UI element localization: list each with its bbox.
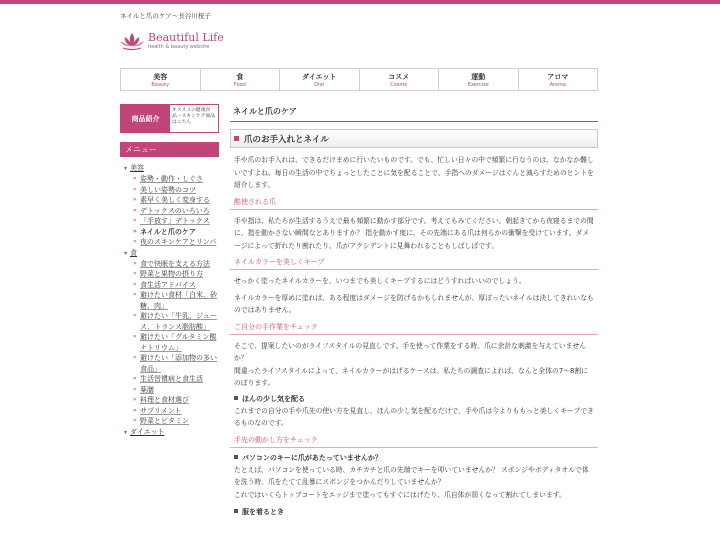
heading-finger-movement: 手先の動かし方をチェック — [230, 435, 598, 448]
menu-item-label: 避けたい食材「白米、砂糖、肉」 — [140, 291, 217, 310]
top-accent-bar — [0, 0, 720, 4]
nav-sublabel: Exercise — [467, 82, 489, 88]
arrow-icon: » — [133, 175, 137, 182]
arrow-icon: » — [133, 333, 137, 340]
heading-damage: 酷使される爪 — [230, 197, 598, 210]
subheading-pc — [230, 453, 598, 464]
arrow-icon: » — [133, 185, 137, 193]
global-nav — [120, 68, 598, 91]
heading-nail-color: ネイルカラーを美しくキープ — [230, 257, 598, 270]
menu-item-label: 生活習慣病と食生活 — [140, 375, 203, 383]
lotus-logo-icon — [119, 31, 145, 51]
paragraph-care: これまでの自分の手や爪先の使い方を見直し、ほんの少し気を配るだけで、手や爪は今よりももっと美しくキープできるものなのです。 — [234, 406, 594, 427]
menu-category-food[interactable] — [124, 248, 219, 259]
arrow-icon: » — [133, 238, 137, 245]
main-content — [230, 104, 598, 518]
menu-item[interactable] — [133, 332, 219, 353]
menu-item[interactable] — [133, 174, 219, 185]
nav-sublabel: Beauty — [151, 82, 170, 88]
menu-category-beauty[interactable] — [124, 163, 219, 174]
logo-title: Beautiful Life — [148, 31, 224, 44]
section-header — [230, 129, 598, 148]
menu-item[interactable] — [133, 416, 219, 427]
nav-sublabel: Diet — [314, 82, 325, 88]
arrow-icon: » — [133, 259, 137, 267]
menu-heading: メニュー — [120, 142, 219, 157]
site-logo[interactable] — [119, 31, 224, 51]
menu-item[interactable] — [133, 290, 219, 311]
arrow-icon: » — [133, 227, 137, 235]
breadcrumb: ネイルと爪のケア〜長谷川桜子 — [120, 12, 211, 20]
nav-beauty[interactable] — [121, 69, 201, 90]
food-submenu — [124, 259, 219, 427]
paragraph-pc: たとえば、パソコンを使っている時、カチカチと爪の先端でキーを叩いていませんか？ スポンジやボディタオルで体を洗う時、爪をたてて乱暴にスポンジをつかんだりしていませんか？ これではいくらトップコートをエッジまで塗ってもすぐにはげたり、爪自体が弱くなって割れてしまいます。 — [234, 465, 589, 499]
menu-item[interactable] — [133, 311, 219, 332]
menu-item-label: 「手放す」デトックス — [140, 217, 210, 225]
menu-item-label: デトックスのいろいろ — [140, 206, 210, 215]
menu-item-label: 避けたい「グルタミン酸ナトリウム」 — [140, 333, 217, 352]
arrow-icon: » — [133, 280, 137, 288]
menu-item-label: 美しい姿勢のコツ — [140, 185, 196, 194]
promo-text: オススメの健康食品・スキンケア商品はこちら — [172, 108, 216, 125]
square-bullet-icon — [234, 396, 238, 400]
nav-label: 運動 — [471, 73, 486, 81]
subheading-care — [230, 394, 598, 405]
square-bullet-icon — [234, 455, 238, 459]
arrow-icon: » — [133, 375, 137, 382]
menu-item[interactable] — [133, 385, 219, 396]
subheading-label: パソコンのキーに爪があたっていませんか？ — [242, 453, 382, 462]
subheading-label: 服を着るとき — [242, 508, 284, 516]
menu-item-label: 夜のスキンケアとリンパ — [140, 238, 217, 246]
nav-sublabel: Food — [233, 82, 246, 88]
subheading-label: ほんの少し気を配る — [242, 394, 305, 403]
promo-label: 商品紹介 — [121, 105, 170, 132]
arrow-icon: » — [133, 206, 137, 214]
arrow-icon: » — [133, 270, 137, 277]
paragraph-nail-color-2: ネイルカラーを厚めに塗れば、ある程度はダメージを防げるかもしれませんが、厚ぼったいネイルは決してきれいなものではありません。 — [234, 293, 594, 314]
menu-item[interactable] — [133, 280, 219, 291]
nav-food[interactable] — [201, 69, 281, 90]
menu-item[interactable] — [133, 395, 219, 406]
menu-item-label: 食で快眠を支える方法 — [140, 259, 210, 268]
nav-label: ダイエット — [302, 73, 337, 81]
arrow-icon: » — [133, 417, 137, 424]
paragraph-check-1: そこで、提案したいのがライフスタイルの見直しです。手を使って作業をする時、爪に余計な刺激を与えていませんか？ — [234, 341, 586, 362]
arrow-icon: » — [133, 312, 137, 319]
arrow-icon: » — [133, 354, 137, 361]
chevron-down-icon: ▾ — [124, 249, 128, 257]
nav-sublabel: Cosme — [390, 82, 408, 88]
menu-item[interactable] — [133, 195, 219, 206]
paragraph-damage: 手や指は、私たちが生活するうえで最も頻繁に動かす部分です。考えてもみてください。朝起きてから夜寝るまでの間に、指を動かさない瞬間なとありますか？ 指を動かす度に、その先端にある爪は何らかの衝撃を受けています。ダメージによって折れたり割れたり、爪がアクシデントに見舞われることもしばしばです。 — [234, 216, 594, 250]
menu-item-current[interactable] — [133, 227, 219, 238]
subheading-clothes — [230, 507, 598, 518]
nav-label: 美容 — [153, 73, 168, 81]
menu-item[interactable] — [133, 237, 219, 248]
nav-diet[interactable] — [280, 69, 360, 90]
paragraph-nail-color-1: せっかく塗ったネイルカラーを、いつまでも美しくキープするにはどうすればいいのでしょう。 — [234, 277, 526, 285]
arrow-icon: » — [133, 217, 137, 224]
menu-item[interactable] — [133, 185, 219, 196]
chevron-down-icon: ▾ — [124, 428, 128, 436]
arrow-icon: » — [133, 406, 137, 414]
menu-item-label: 薬膳 — [140, 385, 154, 394]
menu-item-label: 姿勢・動作・しぐさ — [140, 175, 203, 183]
arrow-icon: » — [133, 291, 137, 298]
menu-item[interactable] — [133, 216, 219, 227]
section-title: 爪のお手入れとネイル — [244, 134, 329, 145]
menu-item-label: 野菜とビタミン — [140, 417, 189, 425]
menu-item[interactable] — [133, 353, 219, 374]
arrow-icon: » — [133, 196, 137, 203]
nav-cosme[interactable] — [360, 69, 440, 90]
menu-item[interactable] — [133, 374, 219, 385]
nav-label: 食 — [236, 73, 244, 81]
intro-paragraph: 手や爪のお手入れは、できるだけまめに行いたいものです。でも、忙しい日々の中で頻繁に行なうのは、なかなか難しいですよね。毎日の生活の中でちょっとしたことに気を配ることで、手指へのダメージはぐんと減らすためのヒントを紹介します。 — [234, 156, 594, 189]
square-bullet-icon — [234, 509, 238, 513]
nav-exercise[interactable] — [439, 69, 519, 90]
menu-item[interactable] — [133, 269, 219, 280]
chevron-down-icon: ▾ — [124, 165, 128, 172]
nav-label: アロマ — [547, 73, 569, 81]
menu-item[interactable] — [133, 206, 219, 217]
square-bullet-icon — [234, 136, 239, 141]
menu-item-label: サプリメント — [140, 406, 182, 415]
menu-item[interactable] — [133, 259, 219, 270]
menu-category-diet[interactable] — [124, 427, 219, 438]
paragraph-check-2: 間違ったライフスタイルによって、ネイルカラーがはげるケースは、私たちの調査によれば、なんと全体の7〜8割にのぼります。 — [234, 366, 588, 387]
menu-item[interactable] — [133, 406, 219, 417]
menu-item-label: 食生活アドバイス — [140, 280, 196, 289]
category-label: ダイエット — [130, 427, 165, 436]
category-label: 美容 — [130, 164, 145, 172]
sidebar — [120, 104, 219, 438]
category-label: 食 — [130, 248, 138, 257]
arrow-icon: » — [133, 396, 137, 403]
menu-item-label: 野菜と果物の摂り方 — [140, 270, 203, 278]
menu-item-label: 避けたい「牛乳、ジュース、トランス脂肪酸」 — [140, 312, 217, 331]
menu-list — [120, 157, 219, 438]
menu-item-label: 料理と食材選び — [140, 396, 189, 404]
heading-check-handwork: ご自分の手作業をチェック — [230, 322, 598, 335]
promo-banner[interactable] — [120, 104, 219, 133]
menu-item-label: ネイルと爪のケア — [140, 227, 196, 236]
beauty-submenu — [124, 174, 219, 248]
page-title: ネイルと爪のケア — [230, 104, 598, 122]
nav-aroma[interactable] — [519, 69, 598, 90]
menu-item-label: 避けたい「添加物の多い食品」 — [140, 354, 217, 373]
logo-subtitle: health & beauty website — [148, 44, 210, 50]
menu-item-label: 素早く美しく変身する — [140, 196, 210, 204]
nav-sublabel: Aroma — [549, 82, 566, 88]
arrow-icon: » — [133, 385, 137, 393]
nav-label: コスメ — [388, 73, 410, 81]
